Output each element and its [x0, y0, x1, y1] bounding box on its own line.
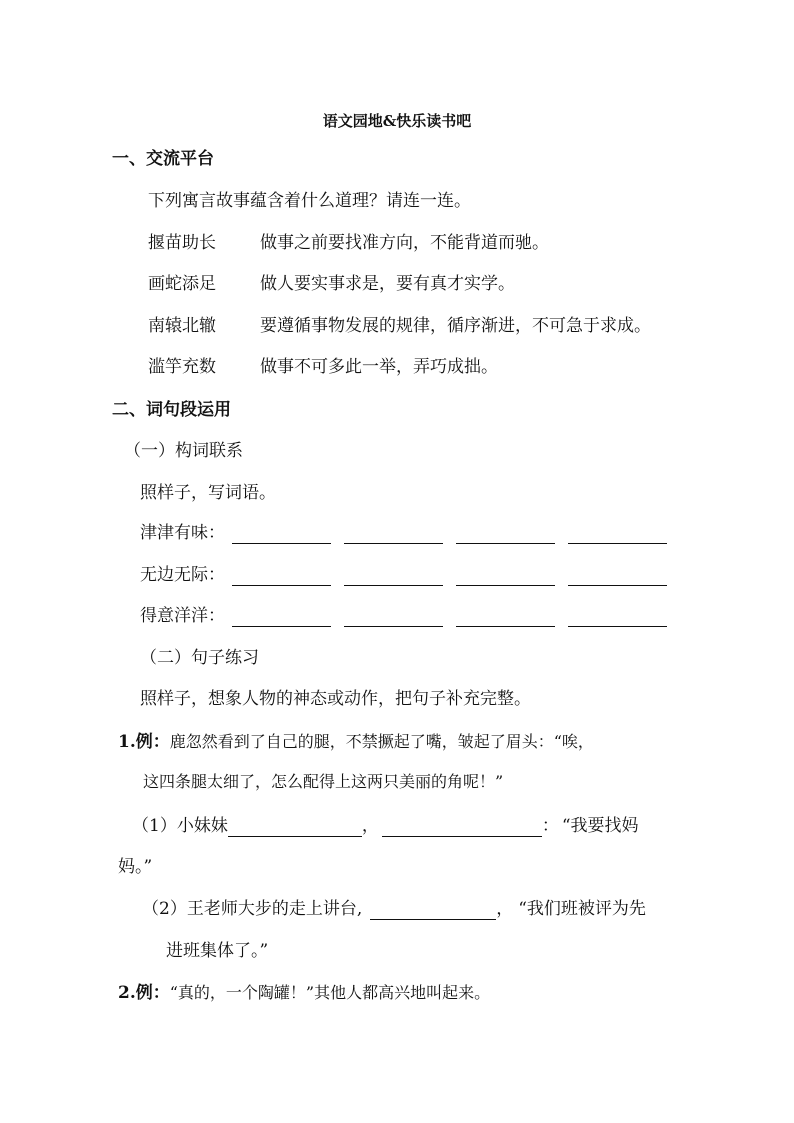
- answer-blank[interactable]: [370, 901, 496, 920]
- question2-line2: 进班集体了。”: [166, 941, 269, 961]
- question2-line1: [142, 898, 646, 920]
- fable-idiom: 画蛇添足: [148, 274, 216, 294]
- question1-line1: [132, 815, 639, 837]
- fable-meaning: 要遵循事物发展的规律，循序渐进，不可急于求成。: [260, 316, 651, 336]
- example-text: 鹿忽然看到了自己的腿，不禁撅起了嘴，皱起了眉头：“唉，: [169, 732, 594, 751]
- part2-heading: （二）句子练习: [140, 648, 259, 668]
- fable-meaning: 做事之前要找准方向，不能背道而驰。: [260, 233, 549, 253]
- answer-blank[interactable]: [456, 567, 555, 586]
- question2-suffix: “我们班被评为先: [518, 899, 646, 919]
- fable-meaning: 做人要实事求是，要有真才实学。: [260, 274, 515, 294]
- separator: ：: [541, 816, 559, 836]
- word-example: 无边无际：: [140, 565, 225, 585]
- word-fill-row: [140, 605, 680, 627]
- example1-line1: [118, 731, 594, 753]
- word-fill-row: [140, 522, 680, 544]
- answer-blank[interactable]: [568, 567, 667, 586]
- example-number: 2.: [118, 983, 136, 1003]
- answer-blank[interactable]: [232, 567, 331, 586]
- answer-blank[interactable]: [456, 525, 555, 544]
- question1-line2: 妈。”: [118, 857, 153, 877]
- part1-instruction: 照样子，写词语。: [140, 483, 276, 503]
- separator: ，: [361, 816, 379, 836]
- section-heading-exchange-platform: 一、交流平台: [112, 149, 214, 169]
- fable-idiom: 揠苗助长: [148, 233, 216, 253]
- answer-blank[interactable]: [382, 818, 542, 837]
- page-title: 语文园地&快乐读书吧: [322, 112, 472, 130]
- answer-blank[interactable]: [568, 525, 667, 544]
- section-heading-word-sentence-use: 二、词句段运用: [112, 400, 231, 420]
- answer-blank[interactable]: [344, 567, 443, 586]
- question2-prefix: （2）王老师大步的走上讲台,: [142, 899, 363, 919]
- word-example: 得意洋洋：: [140, 606, 225, 626]
- fable-meaning: 做事不可多此一举，弄巧成拙。: [260, 357, 498, 377]
- question1-suffix: “我要找妈: [561, 816, 639, 836]
- example-label: 例：: [135, 732, 170, 752]
- word-fill-row: [140, 564, 680, 586]
- example1-line2: 这四条腿太细了，怎么配得上这两只美丽的角呢！”: [143, 772, 504, 791]
- example-label: 例：: [135, 983, 170, 1003]
- fable-pair: [148, 356, 498, 378]
- fable-pair: [148, 315, 651, 337]
- word-example: 津津有味：: [140, 523, 225, 543]
- fable-idiom: 南辕北辙: [148, 316, 216, 336]
- part2-instruction: 照样子，想象人物的神态或动作，把句子补充完整。: [140, 689, 531, 709]
- example2-line: [118, 982, 490, 1004]
- question1-prefix: （1）小妹妹: [132, 816, 228, 836]
- answer-blank[interactable]: [232, 608, 331, 627]
- answer-blank[interactable]: [344, 525, 443, 544]
- answer-blank[interactable]: [456, 608, 555, 627]
- answer-blank[interactable]: [232, 525, 331, 544]
- example-text: “真的，一个陶罐！”其他人都高兴地叫起来。: [169, 983, 491, 1002]
- answer-blank[interactable]: [228, 818, 362, 837]
- answer-blank[interactable]: [344, 608, 443, 627]
- section1-instruction: 下列寓言故事蕴含着什么道理？请连一连。: [148, 191, 471, 211]
- fable-pair: [148, 232, 549, 254]
- fable-idiom: 滥竽充数: [148, 357, 216, 377]
- part1-heading: （一）构词联系: [124, 441, 243, 461]
- fable-pair: [148, 273, 515, 295]
- example-number: 1.: [118, 732, 136, 752]
- separator: ，: [496, 899, 514, 919]
- answer-blank[interactable]: [568, 608, 667, 627]
